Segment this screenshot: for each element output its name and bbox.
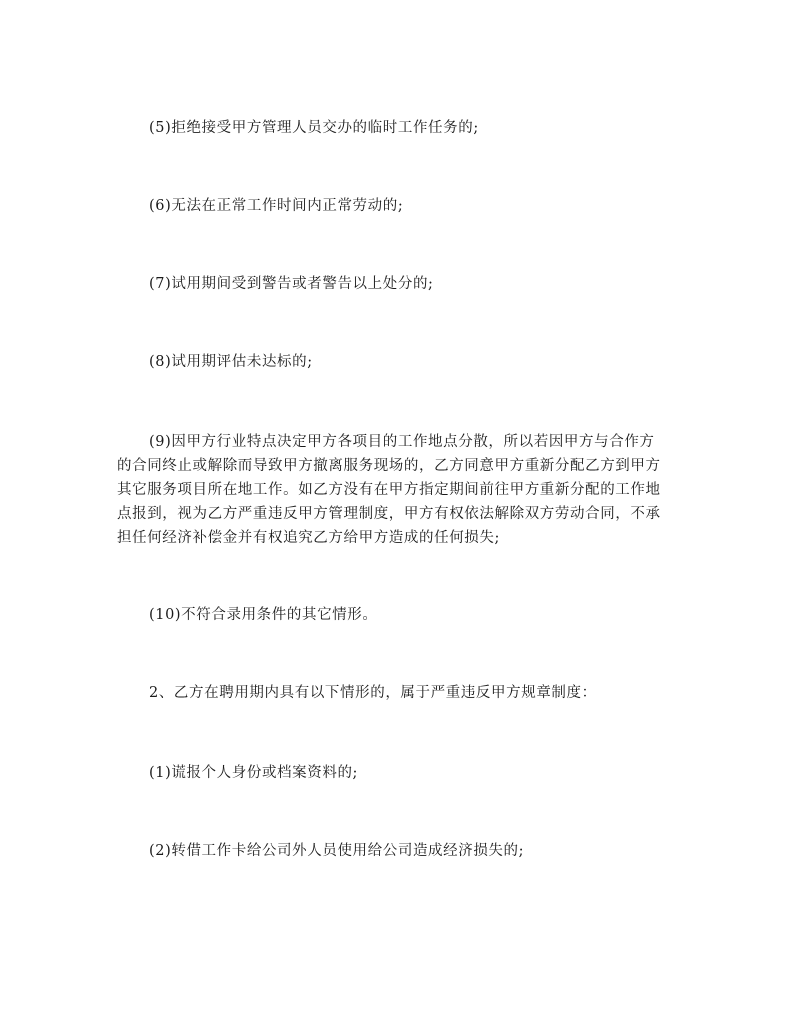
clause-item-9-line: 点报到，视为乙方严重违反甲方管理制度，甲方有权依法解除双方劳动合同，不承: [117, 506, 661, 522]
clause-item-1: (1)谎报个人身份或档案资料的;: [149, 765, 359, 781]
clause-item-9: [117, 430, 683, 550]
clause-item-10: (10)不符合录用条件的其它情形。: [149, 607, 378, 623]
clause-item-9-line: 的合同终止或解除而导致甲方撤离服务现场的，乙方同意甲方重新分配乙方到甲方: [117, 458, 661, 474]
clause-item-9-line: 担任何经济补偿金并有权追究乙方给甲方造成的任何损失;: [117, 530, 500, 546]
clause-item-9-line: 其它服务项目所在地工作。如乙方没有在甲方指定期间前往甲方重新分配的工作地: [117, 482, 661, 498]
clause-item-7: (7)试用期间受到警告或者警告以上处分的;: [149, 276, 434, 292]
clause-item-8: (8)试用期评估未达标的;: [149, 354, 313, 370]
clause-item-6: (6)无法在正常工作时间内正常劳动的;: [149, 198, 404, 214]
clause-item-9-line: (9)因甲方行业特点决定甲方各项目的工作地点分散，所以若因甲方与合作方: [149, 434, 655, 450]
clause-item-2: (2)转借工作卡给公司外人员使用给公司造成经济损失的;: [149, 843, 525, 859]
section-heading-2: 2、乙方在聘用期内具有以下情形的，属于严重违反甲方规章制度：: [149, 685, 597, 701]
clause-item-5: (5)拒绝接受甲方管理人员交办的临时工作任务的;: [149, 120, 479, 136]
